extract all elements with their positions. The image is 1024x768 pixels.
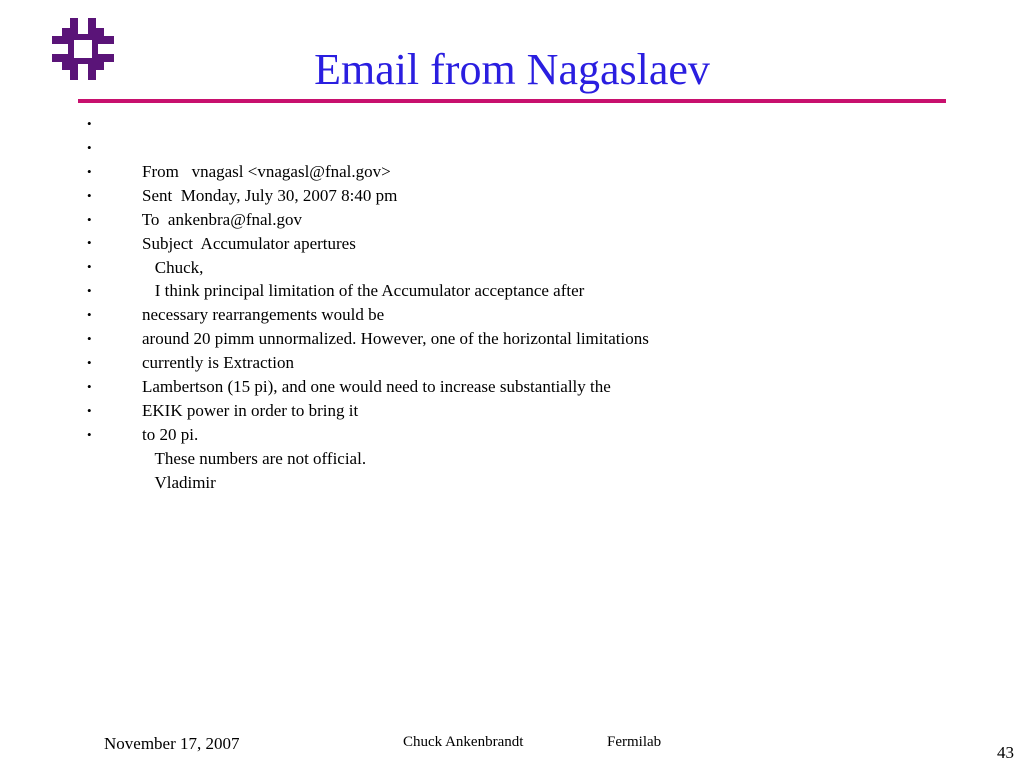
- bullet-dot: •: [87, 139, 92, 155]
- footer-author: Chuck Ankenbrandt: [403, 734, 524, 750]
- bullet-text: Sent Monday, July 30, 2007 8:40 pm: [142, 185, 398, 205]
- bullet-text: To ankenbra@fnal.gov: [141, 209, 303, 229]
- bullet-dot: •: [87, 116, 92, 131]
- bullet-text: EKIK power in order to bring it: [142, 400, 359, 420]
- bullet-text: currently is Extraction: [142, 353, 295, 373]
- footer-organization: Fermilab: [607, 734, 662, 750]
- page-number: 43: [997, 743, 1014, 762]
- bullet-text: From vnagasl <vnagasl@fnal.gov>: [142, 162, 391, 181]
- bullet-dot: •: [87, 378, 92, 394]
- footer-date: November 17, 2007: [104, 734, 240, 753]
- bullet-dot: •: [87, 307, 92, 323]
- slide-title-text: Email from Nagaslaev: [314, 45, 710, 94]
- bullet-text: These numbers are not official.: [142, 448, 367, 468]
- bullet-text: Chuck,: [142, 257, 204, 277]
- bullet-text: around 20 pimm unnormalized. However, one of the horizontal limitations: [142, 329, 649, 349]
- bullet-dot: •: [87, 163, 92, 179]
- bullet-text: to 20 pi.: [142, 424, 199, 444]
- bullet-item: [86, 112, 649, 181]
- bullet-dot: •: [87, 402, 92, 418]
- bullet-dot: •: [87, 283, 92, 299]
- bullet-text: Lambertson (15 pi), and one would need to increase substantially the: [142, 377, 611, 397]
- bullet-text: Vladimir: [142, 472, 216, 492]
- bullet-list: [86, 112, 649, 492]
- bullet-dot: •: [87, 426, 92, 442]
- bullet-dot: •: [87, 187, 92, 203]
- bullet-text: necessary rearrangements would be: [142, 305, 385, 325]
- bullet-dot: •: [87, 211, 92, 227]
- bullet-text: Subject Accumulator apertures: [142, 233, 356, 253]
- bullet-dot: •: [87, 259, 92, 275]
- bullet-dot: •: [87, 331, 92, 347]
- slide-title: [0, 42, 1024, 98]
- bullet-text: I think principal limitation of the Accumulator acceptance after: [142, 281, 585, 301]
- bullet-dot: •: [87, 235, 92, 251]
- bullet-dot: •: [87, 354, 92, 370]
- title-underline: [78, 99, 946, 103]
